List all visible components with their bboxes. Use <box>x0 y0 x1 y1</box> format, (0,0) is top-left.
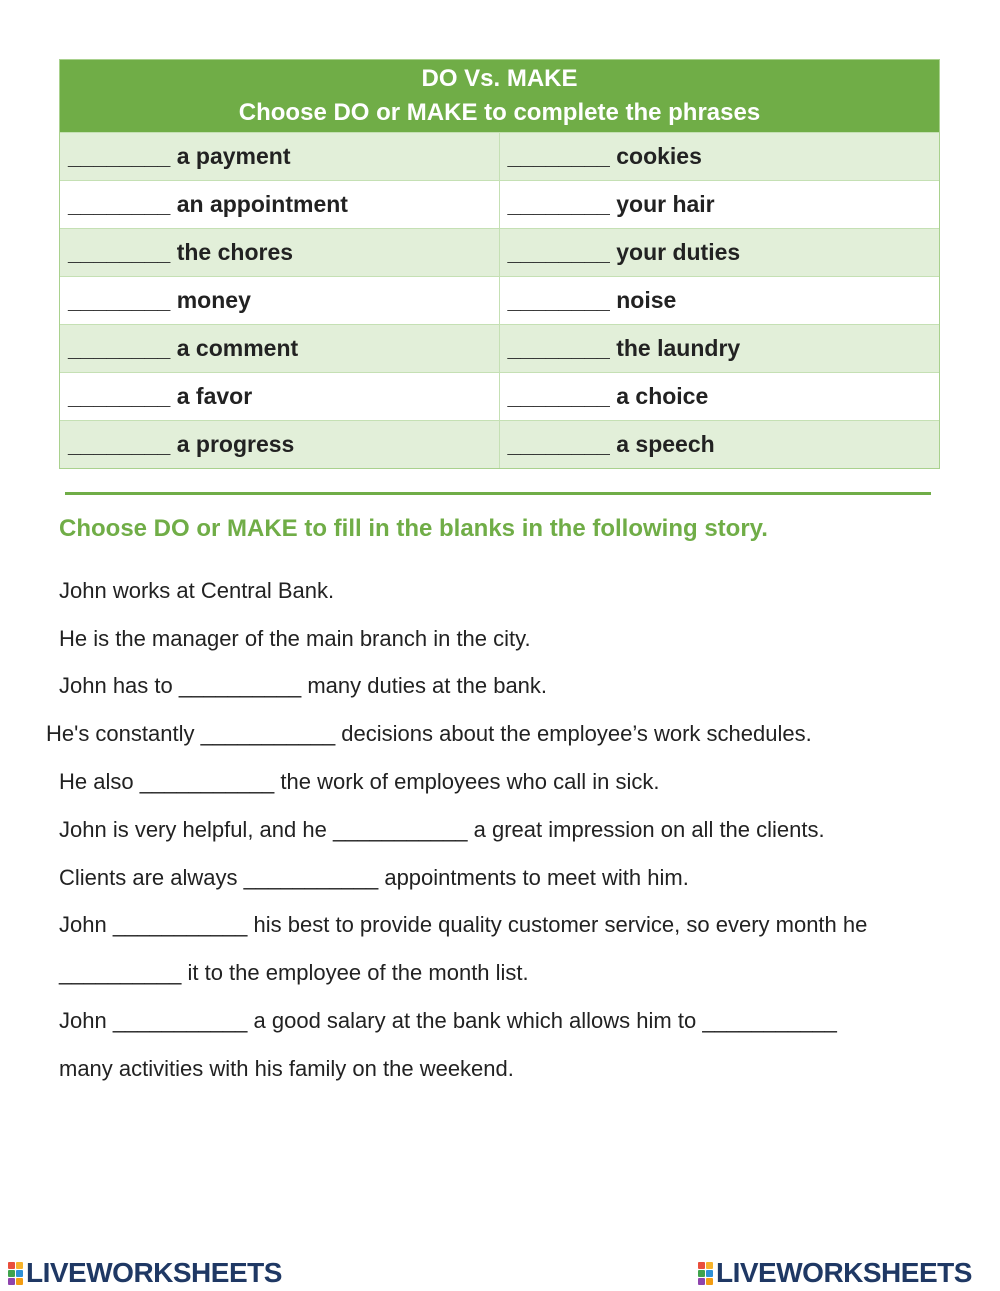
brand-text-left: LIVEWORKSHEETS <box>26 1257 282 1288</box>
table-title: DO Vs. MAKE <box>421 65 578 92</box>
section-divider <box>65 492 931 495</box>
story-line: John ___________ a good salary at the bank which allows him to ___________ <box>59 1008 837 1033</box>
story-line: many activities with his family on the weekend. <box>59 1056 514 1081</box>
table-row <box>60 372 939 420</box>
story-line: __________ it to the employee of the month list. <box>59 960 529 985</box>
table-subtitle: Choose DO or MAKE to complete the phrases <box>238 99 761 126</box>
phrase-cell-left[interactable]: ________ an appointment <box>60 181 500 228</box>
table-row <box>60 132 939 180</box>
liveworksheets-icon <box>8 1262 23 1285</box>
brand-text-right: LIVEWORKSHEETS <box>716 1257 972 1288</box>
story-line: He's constantly ___________ decisions about the employee’s work schedules. <box>46 721 812 746</box>
phrase-cell-right[interactable]: ________ cookies <box>507 143 702 169</box>
story-line: John ___________ his best to provide quality customer service, so every month he <box>59 912 868 937</box>
brand-logo-left <box>8 1257 282 1289</box>
phrase-cell-right[interactable]: ________ a choice <box>507 383 709 409</box>
phrase-cell-left[interactable]: ________ a payment <box>60 133 500 180</box>
table-row <box>60 324 939 372</box>
liveworksheets-icon <box>698 1262 713 1285</box>
brand-logo-right <box>698 1257 972 1289</box>
story-line: Clients are always ___________ appointments to meet with him. <box>59 865 689 890</box>
phrases-table <box>59 59 940 469</box>
story-line: He is the manager of the main branch in the city. <box>59 626 531 651</box>
phrase-cell-right[interactable]: ________ a speech <box>507 431 715 457</box>
table-row <box>60 420 939 468</box>
story-line: He also ___________ the work of employees who call in sick. <box>59 769 660 794</box>
table-row <box>60 276 939 324</box>
phrase-cell-left[interactable]: ________ a comment <box>60 325 500 372</box>
phrase-cell-right[interactable]: ________ the laundry <box>507 335 741 361</box>
story-line: John has to __________ many duties at the bank. <box>59 673 548 698</box>
phrase-cell-right[interactable]: ________ your hair <box>507 191 715 217</box>
table-row <box>60 180 939 228</box>
phrase-cell-right[interactable]: ________ your duties <box>507 239 741 265</box>
phrase-cell-left[interactable]: ________ a favor <box>60 373 500 420</box>
story-line: John works at Central Bank. <box>59 578 335 603</box>
table-header <box>60 60 939 132</box>
story-line: John is very helpful, and he ___________ a great impression on all the clients. <box>59 817 825 842</box>
story-instruction: Choose DO or MAKE to fill in the blanks in the following story. <box>59 515 768 542</box>
phrase-cell-right[interactable]: ________ noise <box>507 287 677 313</box>
phrase-cell-left[interactable]: ________ the chores <box>60 229 500 276</box>
table-row <box>60 228 939 276</box>
phrase-cell-left[interactable]: ________ a progress <box>60 421 500 468</box>
phrase-cell-left[interactable]: ________ money <box>60 277 500 324</box>
